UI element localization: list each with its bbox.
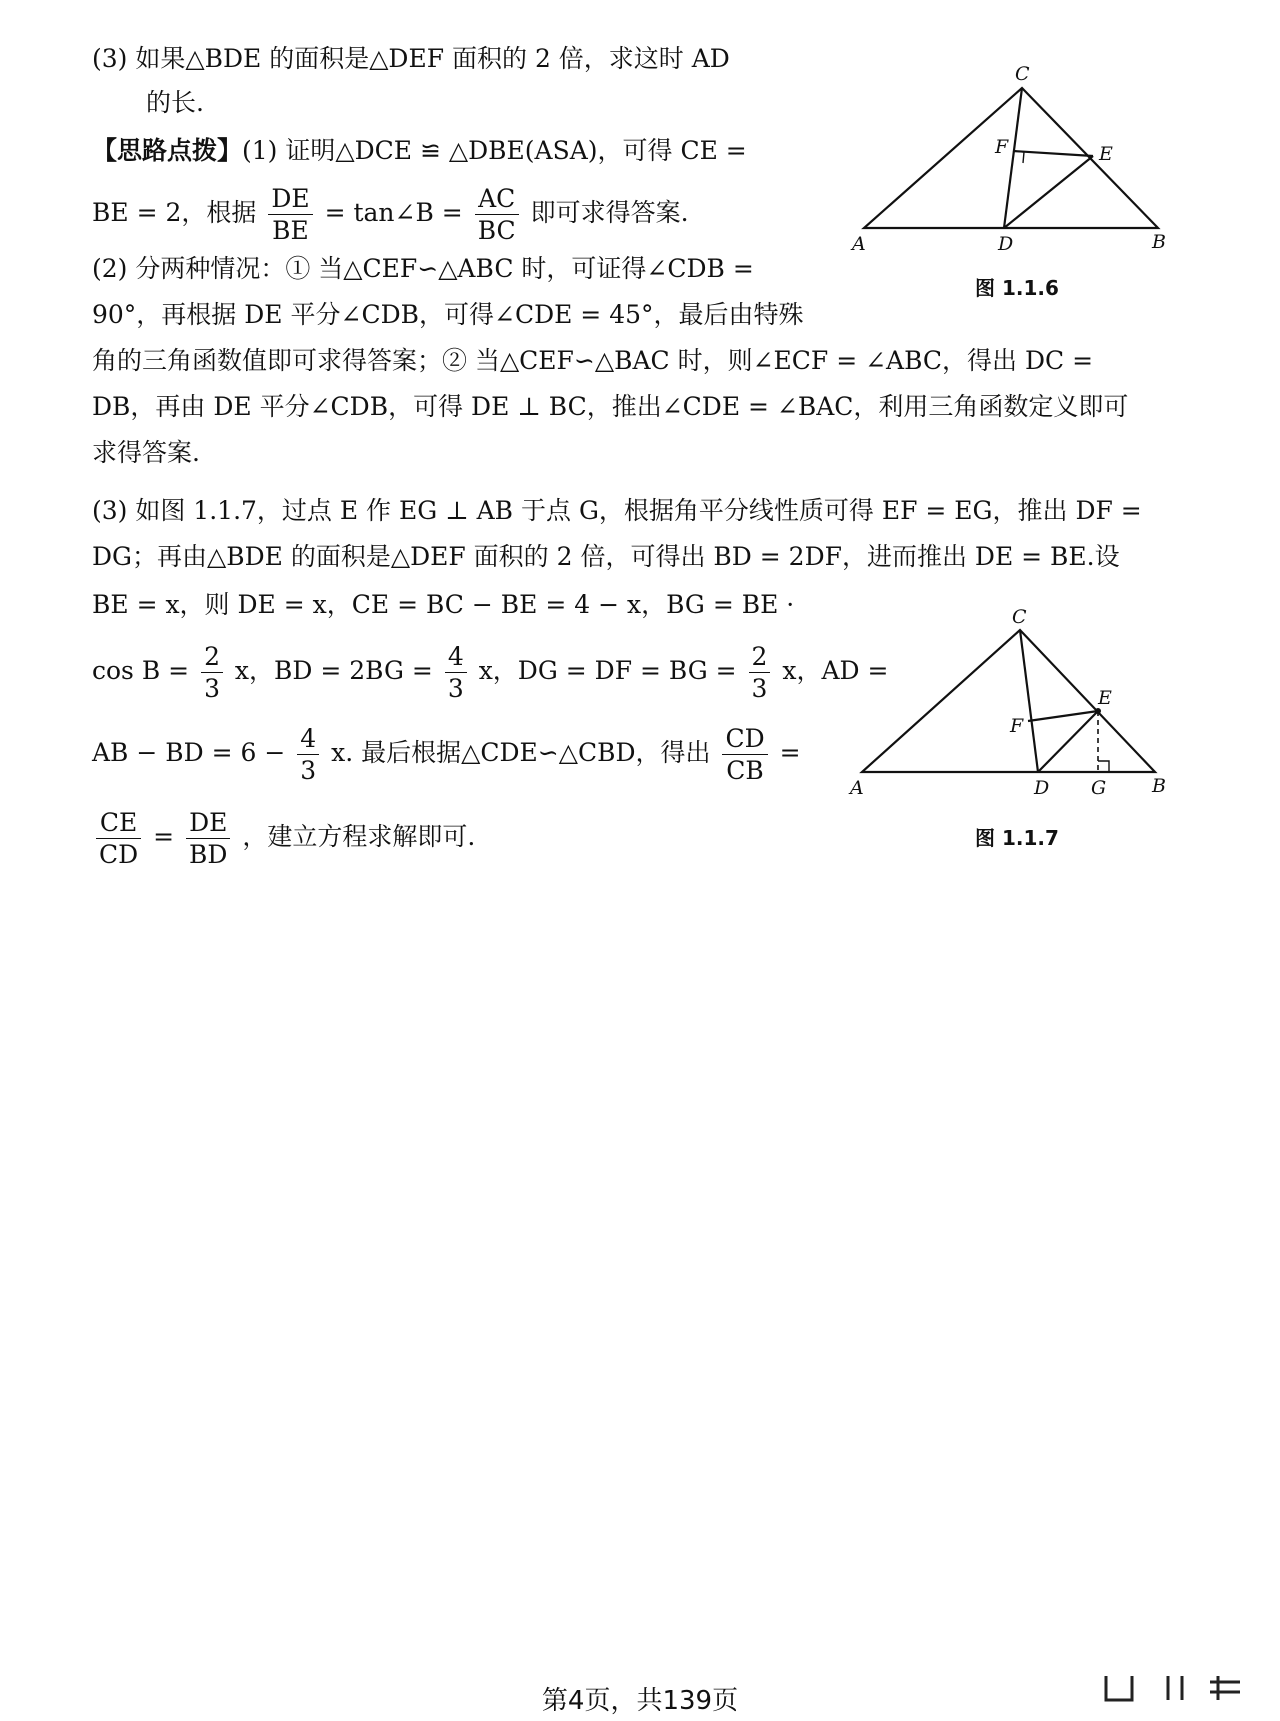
fraction-4-3: [445, 644, 467, 701]
label-a: A: [852, 233, 866, 255]
hint-p2-line5: 求得答案.: [92, 438, 200, 467]
hint-p3-l4-c: x，DG = DF = BG =: [478, 656, 737, 685]
hint-p1-l2-pre: BE = 2，根据: [92, 198, 257, 227]
hint-p2-line3: 角的三角函数值即可求得答案；② 当△CEF∽△BAC 时，则∠ECF = ∠ABC，得出 DC =: [92, 346, 1094, 375]
segment-fe: [1013, 151, 1093, 156]
fraction-cd-cb: [722, 726, 767, 783]
fraction-den: 3: [204, 674, 220, 703]
label-b: B: [1152, 775, 1166, 797]
fraction-ce-cd: [96, 810, 141, 867]
hint-p1-line1: [92, 134, 822, 168]
label-d: D: [1034, 777, 1050, 799]
fraction-den: 3: [300, 756, 317, 785]
fraction-num: CD: [722, 726, 767, 755]
label-f: F: [1010, 715, 1024, 737]
fraction-num: CE: [96, 810, 141, 839]
figure-1-1-6-caption: 图 1.1.6: [975, 276, 1059, 300]
segment-fe: [1028, 711, 1098, 721]
menu-icon[interactable]: [1210, 1676, 1240, 1700]
question-3-line1: (3) 如果△BDE 的面积是△DEF 面积的 2 倍，求这时 AD: [92, 44, 730, 73]
hint-p3-line5: [92, 726, 822, 783]
label-c: C: [1012, 606, 1027, 628]
fraction-den: BC: [477, 216, 516, 245]
segment-de: [1038, 711, 1098, 772]
hint-p3-line4: [92, 642, 889, 703]
hint-p2-line2: 90°，再根据 DE 平分∠CDB，可得∠CDE = 45°，最后由特殊: [92, 300, 804, 329]
hint-p3-l5-a: AB − BD = 6 −: [92, 738, 286, 767]
fraction-num: DE: [268, 186, 312, 215]
label-a: A: [850, 777, 864, 799]
fraction-den: BE: [272, 216, 309, 245]
fit-width-icon[interactable]: [1106, 1676, 1132, 1700]
fraction-2-3-b: [749, 644, 771, 701]
hint-p3-l4-d: x，AD =: [782, 656, 889, 685]
hint-p3-l5-c: =: [779, 738, 801, 767]
segment-cd: [1004, 88, 1022, 228]
hint-label: 【思路点拨】: [92, 136, 243, 165]
hint-p3-l6-a: =: [153, 822, 175, 851]
fraction-de-bd: [186, 810, 230, 867]
figure-1-1-7-caption: 图 1.1.7: [975, 826, 1059, 850]
label-c: C: [1015, 63, 1030, 85]
segment-de: [1004, 156, 1093, 228]
fraction-2-3: [201, 644, 223, 701]
segment-cd: [1020, 630, 1038, 772]
fraction-num: 4: [445, 644, 467, 673]
label-d: D: [998, 233, 1014, 255]
fraction-num: DE: [186, 810, 230, 839]
fraction-den: 3: [447, 674, 464, 703]
hint-p3-line6: [92, 810, 822, 867]
fraction-num: 2: [201, 644, 223, 673]
fraction-den: CD: [99, 840, 139, 869]
label-g: G: [1091, 777, 1107, 799]
fraction-den: BD: [189, 840, 228, 869]
hint-p3-l6-b: ，建立方程求解即可.: [242, 822, 476, 851]
column-view-icon[interactable]: [1168, 1676, 1182, 1700]
figure-1-1-6: [850, 60, 1180, 260]
hint-p1-l1-text: (1) 证明△DCE ≌ △DBE(ASA)，可得 CE =: [242, 136, 747, 165]
hint-p2-line1: (2) 分两种情况：① 当△CEF∽△ABC 时，可证得∠CDB =: [92, 254, 754, 283]
label-b: B: [1152, 231, 1166, 253]
fraction-ac-bc: [475, 186, 519, 243]
hint-p2-line4: DB，再由 DE 平分∠CDB，可得 DE ⊥ BC，推出∠CDE = ∠BAC，利用三角函数定义即可: [92, 392, 1129, 421]
fraction-num: 2: [749, 644, 771, 673]
hint-p1-l2-mid: = tan∠B =: [324, 198, 463, 227]
right-angle-mark: [1098, 761, 1109, 772]
question-3-line2: 的长.: [146, 88, 204, 117]
fraction-de-be: [268, 186, 312, 243]
fraction-den: 3: [751, 674, 768, 703]
hint-p3-l5-b: x. 最后根据△CDE∽△CBD，得出: [331, 738, 711, 767]
fraction-num: AC: [475, 186, 519, 215]
fraction-den: CB: [726, 756, 764, 785]
hint-p1-line2: [92, 186, 822, 243]
hint-p3-l4-b: x，BD = 2BG =: [234, 656, 433, 685]
hint-p1-l2-post: 即可求得答案.: [530, 198, 689, 227]
hint-p3-line1: (3) 如图 1.1.7，过点 E 作 EG ⊥ AB 于点 G，根据角平分线性质可得 EF = EG，推出 DF =: [92, 496, 1142, 525]
label-e: E: [1098, 687, 1112, 709]
hint-p3-line2: DG；再由△BDE 的面积是△DEF 面积的 2 倍，可得出 BD = 2DF，进而推出 DE = BE.设: [92, 542, 1120, 571]
page-number: 第4页，共139页: [541, 1686, 739, 1716]
fraction-4-3-b: [297, 726, 319, 783]
label-f: F: [995, 136, 1009, 158]
hint-p3-line3: BE = x，则 DE = x，CE = BC − BE = 4 − x，BG = BE ·: [92, 590, 795, 619]
viewer-controls: [1100, 1670, 1250, 1710]
fraction-num: 4: [297, 726, 319, 755]
hint-p3-l4-a: cos B =: [92, 656, 190, 685]
triangle-abc: [864, 88, 1158, 228]
figure-1-1-7: [850, 600, 1180, 800]
label-e: E: [1099, 143, 1113, 165]
